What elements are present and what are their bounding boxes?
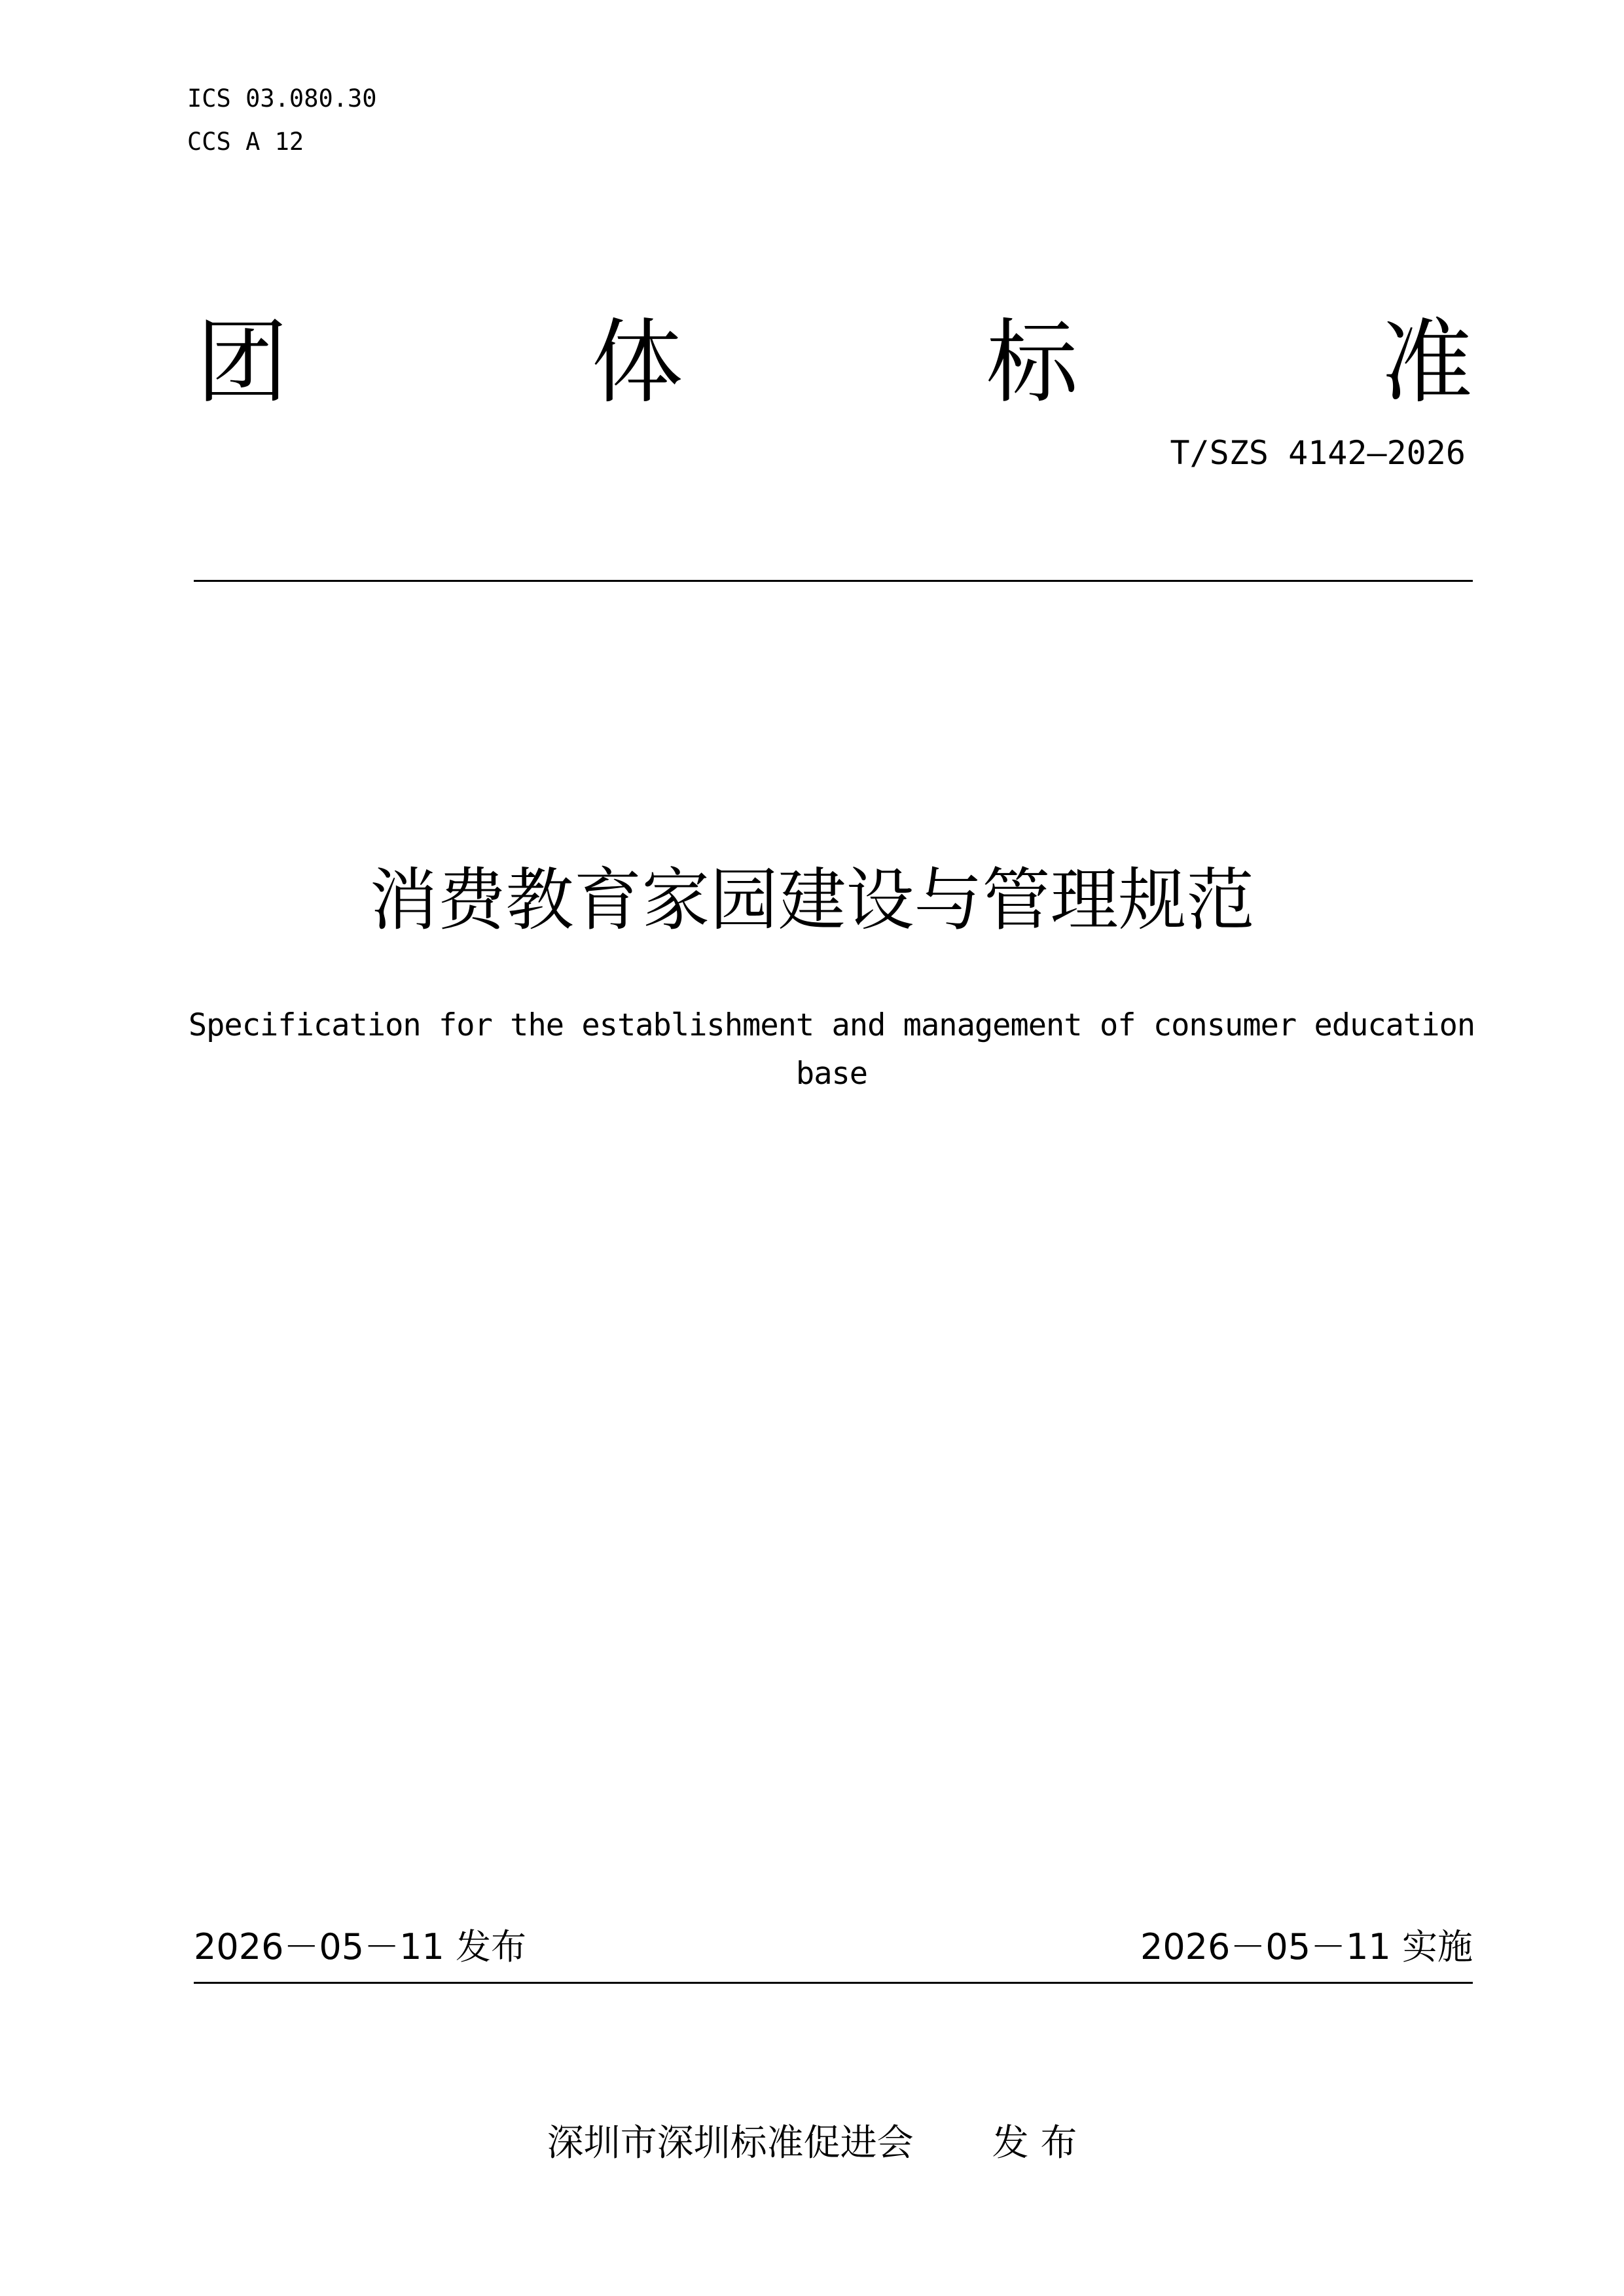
standard-type-char-3: 标 xyxy=(986,310,1078,416)
ccs-code: CCS A 12 xyxy=(187,128,304,156)
standard-type-heading xyxy=(196,311,1473,416)
publisher-line xyxy=(0,2117,1624,2170)
standard-type-char-4: 准 xyxy=(1380,310,1473,416)
english-title: Specification for the establishment and management of consumer education base xyxy=(188,1007,1475,1092)
implement-date: 2026－05－11 实施 xyxy=(1140,1926,1473,1967)
publish-date: 2026－05－11 发布 xyxy=(194,1926,527,1967)
chinese-title: 消费教育家园建设与管理规范 xyxy=(369,860,1255,940)
publisher-action: 发 布 xyxy=(992,2122,1077,2164)
standard-type-char-2: 体 xyxy=(591,310,683,416)
bottom-divider xyxy=(194,1982,1473,1984)
classification-codes xyxy=(187,77,377,164)
date-row xyxy=(194,1921,1473,1973)
ics-code: ICS 03.080.30 xyxy=(187,84,377,113)
publisher-name: 深圳市深圳标准促进会 xyxy=(547,2122,914,2164)
standard-number: T/SZS 4142—2026 xyxy=(1170,434,1466,472)
standard-type-char-1: 团 xyxy=(196,310,289,416)
top-divider xyxy=(194,580,1473,582)
